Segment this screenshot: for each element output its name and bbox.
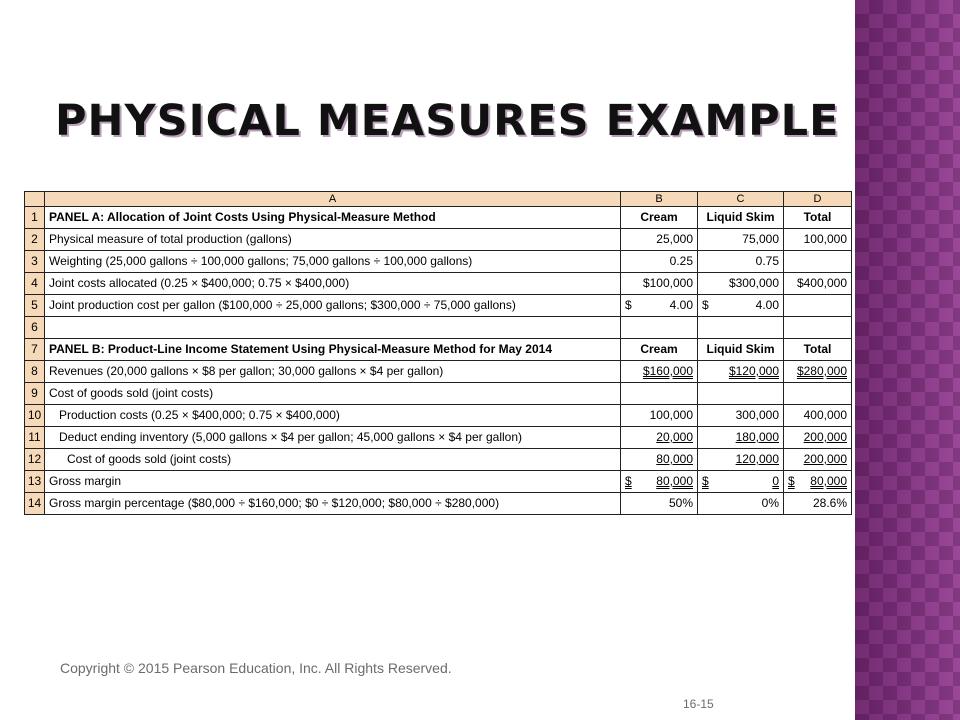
table-row bbox=[25, 361, 852, 383]
cell-cream: $160,000 bbox=[621, 361, 698, 383]
table-row bbox=[25, 493, 852, 515]
cell-total: 200,000 bbox=[784, 427, 852, 449]
table-row bbox=[25, 339, 852, 361]
cell-total: 100,000 bbox=[784, 229, 852, 251]
cell-value: 80,000 bbox=[810, 474, 847, 488]
cell-cream: 20,000 bbox=[621, 427, 698, 449]
cell-total bbox=[784, 317, 852, 339]
cell-liquid-skim bbox=[698, 471, 784, 493]
cell-total: $400,000 bbox=[784, 273, 852, 295]
cell-total: 400,000 bbox=[784, 405, 852, 427]
cell-cream: 0.25 bbox=[621, 251, 698, 273]
cell-liquid-skim: 180,000 bbox=[698, 427, 784, 449]
cell-value: 0 bbox=[772, 474, 779, 488]
row-label: Gross margin percentage ($80,000 ÷ $160,000; $0 ÷ $120,000; $80,000 ÷ $280,000) bbox=[45, 493, 621, 515]
cell-value: 80,000 bbox=[656, 474, 693, 488]
row-number: 10 bbox=[25, 405, 45, 427]
row-number: 13 bbox=[25, 471, 45, 493]
row-label: Gross margin bbox=[45, 471, 621, 493]
spreadsheet-table bbox=[24, 191, 852, 515]
cell-liquid-skim: 0% bbox=[698, 493, 784, 515]
column-header-a: A bbox=[45, 192, 621, 207]
cell-cream: $100,000 bbox=[621, 273, 698, 295]
cell-liquid-skim: Liquid Skim bbox=[698, 339, 784, 361]
cell-total bbox=[784, 471, 852, 493]
cell-liquid-skim: $300,000 bbox=[698, 273, 784, 295]
column-header-d: D bbox=[784, 192, 852, 207]
row-number: 2 bbox=[25, 229, 45, 251]
table-row bbox=[25, 207, 852, 229]
currency-symbol: $ bbox=[625, 298, 632, 312]
cell-liquid-skim: 75,000 bbox=[698, 229, 784, 251]
row-label: Production costs (0.25 × $400,000; 0.75 × $400,000) bbox=[45, 405, 621, 427]
cell-value: 4.00 bbox=[669, 298, 693, 312]
table-row bbox=[25, 471, 852, 493]
row-number: 7 bbox=[25, 339, 45, 361]
cell-liquid-skim: Liquid Skim bbox=[698, 207, 784, 229]
currency-symbol: $ bbox=[702, 474, 709, 488]
row-number: 12 bbox=[25, 449, 45, 471]
row-number: 9 bbox=[25, 383, 45, 405]
table-row bbox=[25, 229, 852, 251]
row-label: Weighting (25,000 gallons ÷ 100,000 gallons; 75,000 gallons ÷ 100,000 gallons) bbox=[45, 251, 621, 273]
cell-cream: Cream bbox=[621, 207, 698, 229]
row-number: 11 bbox=[25, 427, 45, 449]
cell-liquid-skim: $120,000 bbox=[698, 361, 784, 383]
row-label: PANEL A: Allocation of Joint Costs Using Physical-Measure Method bbox=[45, 207, 621, 229]
cell-total: 200,000 bbox=[784, 449, 852, 471]
cell-total bbox=[784, 383, 852, 405]
row-label: Cost of goods sold (joint costs) bbox=[45, 383, 621, 405]
row-number: 4 bbox=[25, 273, 45, 295]
row-number: 1 bbox=[25, 207, 45, 229]
decorative-side-band bbox=[855, 0, 960, 720]
cell-cream: 50% bbox=[621, 493, 698, 515]
cell-liquid-skim bbox=[698, 295, 784, 317]
cell-cream: 25,000 bbox=[621, 229, 698, 251]
row-number: 14 bbox=[25, 493, 45, 515]
cell-total: $280,000 bbox=[784, 361, 852, 383]
cell-total: 28.6% bbox=[784, 493, 852, 515]
table-row bbox=[25, 273, 852, 295]
cell-value: 4.00 bbox=[755, 298, 779, 312]
row-number: 5 bbox=[25, 295, 45, 317]
row-label: Cost of goods sold (joint costs) bbox=[45, 449, 621, 471]
table-row bbox=[25, 449, 852, 471]
table-row bbox=[25, 251, 852, 273]
copyright-notice: Copyright © 2015 Pearson Education, Inc. All Rights Reserved. bbox=[60, 660, 452, 676]
row-label: Revenues (20,000 gallons × $8 per gallon; 30,000 gallons × $4 per gallon) bbox=[45, 361, 621, 383]
row-label: Deduct ending inventory (5,000 gallons × $4 per gallon; 45,000 gallons × $4 per gallon) bbox=[45, 427, 621, 449]
cell-liquid-skim bbox=[698, 383, 784, 405]
row-label: Physical measure of total production (gallons) bbox=[45, 229, 621, 251]
row-label: Joint production cost per gallon ($100,000 ÷ 25,000 gallons; $300,000 ÷ 75,000 gallons) bbox=[45, 295, 621, 317]
slide-title: PHYSICAL MEASURES EXAMPLE bbox=[55, 96, 840, 146]
table-row bbox=[25, 405, 852, 427]
cell-liquid-skim: 120,000 bbox=[698, 449, 784, 471]
cell-cream: Cream bbox=[621, 339, 698, 361]
cell-total: Total bbox=[784, 339, 852, 361]
row-label: PANEL B: Product-Line Income Statement Using Physical-Measure Method for May 2014 bbox=[45, 339, 621, 361]
column-header-b: B bbox=[621, 192, 698, 207]
currency-symbol: $ bbox=[788, 474, 795, 488]
cell-liquid-skim: 0.75 bbox=[698, 251, 784, 273]
column-header-c: C bbox=[698, 192, 784, 207]
cell-total bbox=[784, 295, 852, 317]
cell-liquid-skim bbox=[698, 317, 784, 339]
cell-cream: 80,000 bbox=[621, 449, 698, 471]
table-row bbox=[25, 317, 852, 339]
table-row bbox=[25, 295, 852, 317]
row-label: Joint costs allocated (0.25 × $400,000; 0.75 × $400,000) bbox=[45, 273, 621, 295]
currency-symbol: $ bbox=[625, 474, 632, 488]
cell-total bbox=[784, 251, 852, 273]
page-number: 16-15 bbox=[683, 697, 714, 711]
cell-cream: 100,000 bbox=[621, 405, 698, 427]
table-row bbox=[25, 427, 852, 449]
row-number: 3 bbox=[25, 251, 45, 273]
currency-symbol: $ bbox=[702, 298, 709, 312]
corner-cell bbox=[25, 192, 45, 207]
column-header-row bbox=[25, 192, 852, 207]
cell-liquid-skim: 300,000 bbox=[698, 405, 784, 427]
cell-cream bbox=[621, 317, 698, 339]
cell-cream bbox=[621, 471, 698, 493]
table-row bbox=[25, 383, 852, 405]
row-number: 6 bbox=[25, 317, 45, 339]
cell-cream bbox=[621, 295, 698, 317]
cell-cream bbox=[621, 383, 698, 405]
cell-total: Total bbox=[784, 207, 852, 229]
row-label bbox=[45, 317, 621, 339]
row-number: 8 bbox=[25, 361, 45, 383]
